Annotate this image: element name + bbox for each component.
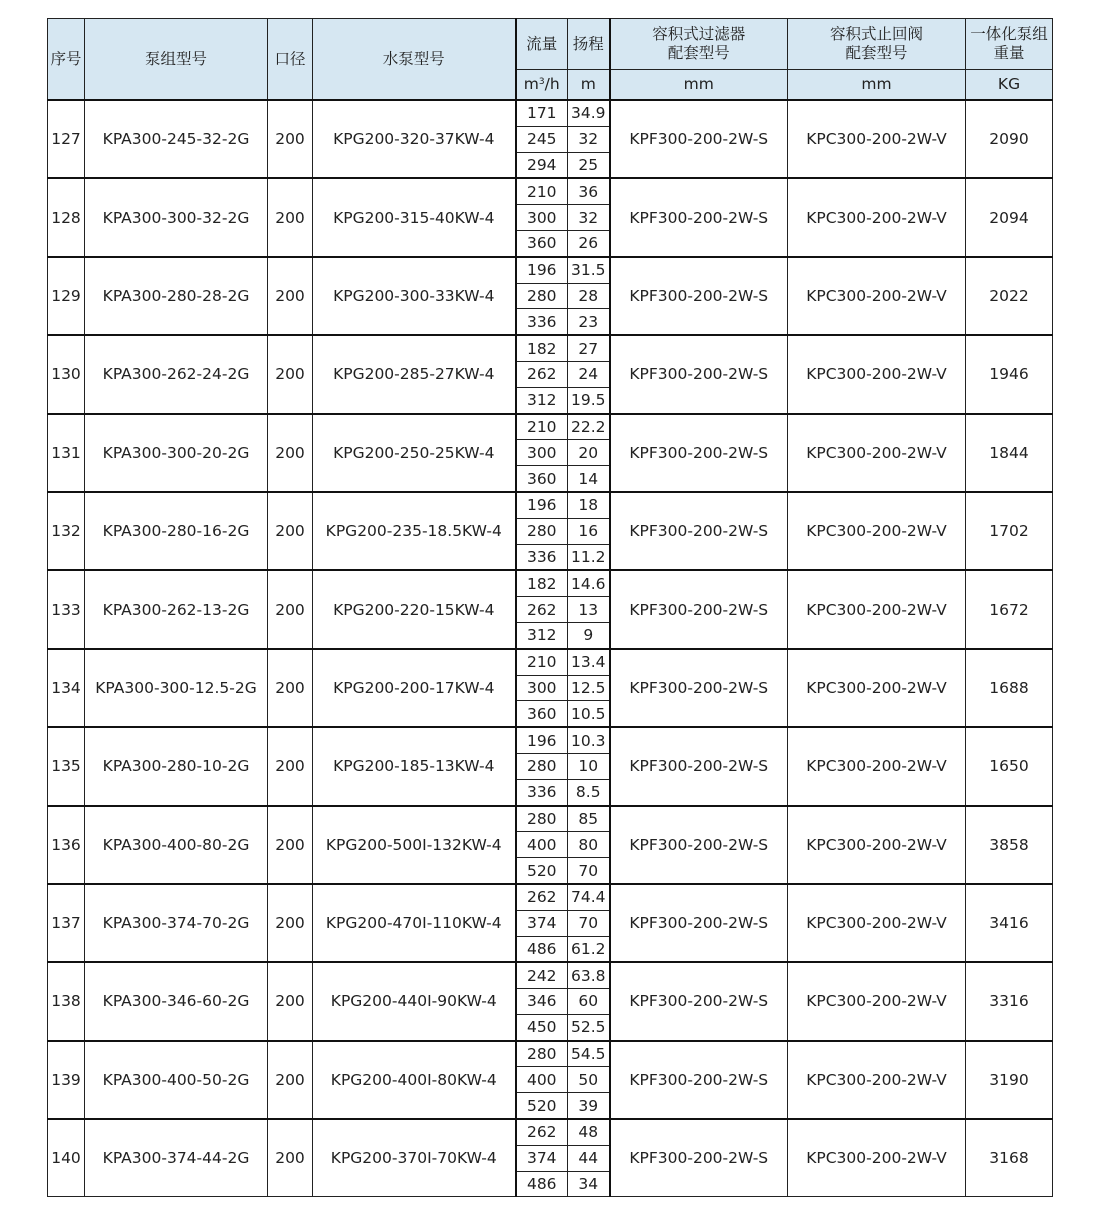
cell-seq: 132 (48, 492, 85, 570)
cell-head: 13 (568, 597, 610, 623)
cell-head: 27 (568, 335, 610, 361)
cell-unit-model: KPA300-280-10-2G (85, 727, 268, 805)
header-valve-line2: 配套型号 (845, 44, 908, 62)
cell-valve-model: KPC300-200-2W-V (788, 178, 966, 256)
cell-head: 10.5 (568, 701, 610, 727)
cell-head: 70 (568, 910, 610, 936)
cell-flow: 346 (516, 989, 568, 1015)
cell-head: 22.2 (568, 414, 610, 440)
table-row (48, 492, 1053, 518)
cell-weight: 2022 (966, 257, 1053, 335)
cell-caliber: 200 (268, 414, 313, 492)
cell-head: 31.5 (568, 257, 610, 283)
cell-head: 52.5 (568, 1014, 610, 1040)
table-row (48, 335, 1053, 361)
cell-seq: 133 (48, 570, 85, 648)
table-row (48, 1041, 1053, 1067)
header-unit-model: 泵组型号 (85, 19, 268, 101)
cell-head: 18 (568, 492, 610, 518)
cell-flow: 182 (516, 570, 568, 596)
cell-seq: 134 (48, 649, 85, 727)
cell-flow: 374 (516, 910, 568, 936)
cell-filter-model: KPF300-200-2W-S (610, 570, 788, 648)
cell-weight: 2094 (966, 178, 1053, 256)
cell-valve-model: KPC300-200-2W-V (788, 570, 966, 648)
cell-head: 23 (568, 309, 610, 335)
cell-flow: 486 (516, 1171, 568, 1197)
cell-head: 19.5 (568, 387, 610, 413)
cell-head: 12.5 (568, 675, 610, 701)
cell-valve-model: KPC300-200-2W-V (788, 1041, 966, 1119)
cell-weight: 3168 (966, 1119, 1053, 1197)
table-row (48, 178, 1053, 204)
cell-weight: 3316 (966, 962, 1053, 1040)
cell-filter-model: KPF300-200-2W-S (610, 414, 788, 492)
cell-caliber: 200 (268, 962, 313, 1040)
cell-unit-model: KPA300-245-32-2G (85, 100, 268, 178)
cell-head: 14 (568, 466, 610, 492)
table-header (48, 19, 1053, 101)
cell-head: 60 (568, 989, 610, 1015)
cell-head: 63.8 (568, 962, 610, 988)
cell-valve-model: KPC300-200-2W-V (788, 492, 966, 570)
cell-head: 9 (568, 622, 610, 648)
cell-flow: 312 (516, 622, 568, 648)
cell-head: 8.5 (568, 779, 610, 805)
cell-head: 61.2 (568, 936, 610, 962)
cell-filter-model: KPF300-200-2W-S (610, 649, 788, 727)
header-pump-model: 水泵型号 (313, 19, 516, 101)
table-row (48, 1119, 1053, 1145)
cell-flow: 196 (516, 257, 568, 283)
cell-filter-model: KPF300-200-2W-S (610, 178, 788, 256)
cell-pump-model: KPG200-440I-90KW-4 (313, 962, 516, 1040)
table-row (48, 962, 1053, 988)
cell-valve-model: KPC300-200-2W-V (788, 884, 966, 962)
cell-flow: 245 (516, 126, 568, 152)
cell-filter-model: KPF300-200-2W-S (610, 806, 788, 884)
cell-seq: 131 (48, 414, 85, 492)
cell-seq: 129 (48, 257, 85, 335)
cell-unit-model: KPA300-400-80-2G (85, 806, 268, 884)
cell-caliber: 200 (268, 570, 313, 648)
cell-flow: 300 (516, 675, 568, 701)
cell-seq: 127 (48, 100, 85, 178)
cell-filter-model: KPF300-200-2W-S (610, 492, 788, 570)
cell-flow: 360 (516, 230, 568, 256)
cell-flow: 336 (516, 544, 568, 570)
cell-head: 10 (568, 753, 610, 779)
cell-pump-model: KPG200-285-27KW-4 (313, 335, 516, 413)
cell-weight: 1650 (966, 727, 1053, 805)
cell-head: 85 (568, 806, 610, 832)
cell-valve-model: KPC300-200-2W-V (788, 414, 966, 492)
table-row (48, 414, 1053, 440)
cell-flow: 300 (516, 205, 568, 231)
cell-weight: 3858 (966, 806, 1053, 884)
cell-valve-model: KPC300-200-2W-V (788, 649, 966, 727)
header-filter-unit: mm (610, 70, 788, 101)
cell-head: 44 (568, 1145, 610, 1171)
header-valve-line1: 容积式止回阀 (829, 25, 923, 43)
cell-flow: 486 (516, 936, 568, 962)
cell-head: 14.6 (568, 570, 610, 596)
flow-unit-base: m (523, 75, 539, 93)
cell-flow: 294 (516, 152, 568, 178)
cell-head: 32 (568, 126, 610, 152)
cell-caliber: 200 (268, 335, 313, 413)
cell-head: 26 (568, 230, 610, 256)
cell-unit-model: KPA300-300-32-2G (85, 178, 268, 256)
cell-pump-model: KPG200-300-33KW-4 (313, 257, 516, 335)
table-row (48, 806, 1053, 832)
cell-flow: 210 (516, 649, 568, 675)
cell-flow: 280 (516, 806, 568, 832)
cell-head: 25 (568, 152, 610, 178)
cell-head: 50 (568, 1067, 610, 1093)
table-row (48, 570, 1053, 596)
cell-head: 80 (568, 832, 610, 858)
cell-valve-model: KPC300-200-2W-V (788, 1119, 966, 1197)
cell-flow: 312 (516, 387, 568, 413)
cell-flow: 520 (516, 858, 568, 884)
cell-flow: 520 (516, 1093, 568, 1119)
cell-caliber: 200 (268, 1041, 313, 1119)
cell-seq: 136 (48, 806, 85, 884)
cell-head: 36 (568, 178, 610, 204)
cell-weight: 1688 (966, 649, 1053, 727)
cell-filter-model: KPF300-200-2W-S (610, 100, 788, 178)
cell-pump-model: KPG200-200-17KW-4 (313, 649, 516, 727)
cell-valve-model: KPC300-200-2W-V (788, 257, 966, 335)
pump-spec-table (47, 18, 1053, 1197)
cell-flow: 400 (516, 832, 568, 858)
cell-weight: 1946 (966, 335, 1053, 413)
cell-head: 74.4 (568, 884, 610, 910)
cell-pump-model: KPG200-470I-110KW-4 (313, 884, 516, 962)
cell-caliber: 200 (268, 100, 313, 178)
cell-flow: 280 (516, 518, 568, 544)
cell-caliber: 200 (268, 178, 313, 256)
header-caliber: 口径 (268, 19, 313, 101)
cell-pump-model: KPG200-315-40KW-4 (313, 178, 516, 256)
table-row (48, 649, 1053, 675)
cell-flow: 210 (516, 178, 568, 204)
header-valve (788, 19, 966, 70)
cell-caliber: 200 (268, 649, 313, 727)
header-head-unit: m (568, 70, 610, 101)
cell-pump-model: KPG200-235-18.5KW-4 (313, 492, 516, 570)
cell-head: 39 (568, 1093, 610, 1119)
cell-head: 32 (568, 205, 610, 231)
cell-unit-model: KPA300-300-12.5-2G (85, 649, 268, 727)
flow-unit-tail: /h (544, 75, 560, 93)
cell-unit-model: KPA300-346-60-2G (85, 962, 268, 1040)
cell-unit-model: KPA300-262-24-2G (85, 335, 268, 413)
cell-weight: 3190 (966, 1041, 1053, 1119)
cell-unit-model: KPA300-280-16-2G (85, 492, 268, 570)
cell-head: 34.9 (568, 100, 610, 126)
cell-valve-model: KPC300-200-2W-V (788, 335, 966, 413)
cell-weight: 1672 (966, 570, 1053, 648)
header-filter-line2: 配套型号 (667, 44, 730, 62)
cell-seq: 137 (48, 884, 85, 962)
cell-seq: 139 (48, 1041, 85, 1119)
header-flow-unit (516, 70, 568, 101)
cell-valve-model: KPC300-200-2W-V (788, 727, 966, 805)
cell-filter-model: KPF300-200-2W-S (610, 257, 788, 335)
table-row (48, 727, 1053, 753)
cell-filter-model: KPF300-200-2W-S (610, 884, 788, 962)
cell-weight: 1844 (966, 414, 1053, 492)
cell-flow: 400 (516, 1067, 568, 1093)
cell-seq: 130 (48, 335, 85, 413)
cell-seq: 135 (48, 727, 85, 805)
cell-flow: 262 (516, 361, 568, 387)
cell-pump-model: KPG200-370I-70KW-4 (313, 1119, 516, 1197)
cell-head: 10.3 (568, 727, 610, 753)
cell-seq: 128 (48, 178, 85, 256)
cell-flow: 300 (516, 440, 568, 466)
cell-pump-model: KPG200-250-25KW-4 (313, 414, 516, 492)
header-filter (610, 19, 788, 70)
table-row (48, 100, 1053, 126)
header-valve-unit: mm (788, 70, 966, 101)
cell-pump-model: KPG200-185-13KW-4 (313, 727, 516, 805)
cell-head: 54.5 (568, 1041, 610, 1067)
cell-flow: 262 (516, 1119, 568, 1145)
cell-filter-model: KPF300-200-2W-S (610, 1119, 788, 1197)
cell-head: 48 (568, 1119, 610, 1145)
cell-flow: 374 (516, 1145, 568, 1171)
cell-filter-model: KPF300-200-2W-S (610, 962, 788, 1040)
cell-unit-model: KPA300-262-13-2G (85, 570, 268, 648)
cell-head: 34 (568, 1171, 610, 1197)
header-weight: 一体化泵组重量 (966, 19, 1053, 70)
cell-caliber: 200 (268, 727, 313, 805)
cell-unit-model: KPA300-374-44-2G (85, 1119, 268, 1197)
cell-head: 28 (568, 283, 610, 309)
cell-flow: 196 (516, 727, 568, 753)
cell-flow: 196 (516, 492, 568, 518)
cell-flow: 262 (516, 884, 568, 910)
cell-flow: 171 (516, 100, 568, 126)
cell-caliber: 200 (268, 257, 313, 335)
table-row (48, 257, 1053, 283)
cell-flow: 280 (516, 283, 568, 309)
header-filter-line1: 容积式过滤器 (652, 25, 746, 43)
cell-flow: 336 (516, 309, 568, 335)
cell-flow: 450 (516, 1014, 568, 1040)
cell-weight: 3416 (966, 884, 1053, 962)
cell-flow: 360 (516, 466, 568, 492)
cell-flow: 242 (516, 962, 568, 988)
cell-head: 20 (568, 440, 610, 466)
cell-seq: 140 (48, 1119, 85, 1197)
cell-weight: 1702 (966, 492, 1053, 570)
header-head: 扬程 (568, 19, 610, 70)
cell-caliber: 200 (268, 884, 313, 962)
cell-caliber: 200 (268, 492, 313, 570)
cell-filter-model: KPF300-200-2W-S (610, 727, 788, 805)
cell-flow: 360 (516, 701, 568, 727)
cell-valve-model: KPC300-200-2W-V (788, 962, 966, 1040)
cell-pump-model: KPG200-320-37KW-4 (313, 100, 516, 178)
flow-unit-sup: 3 (538, 77, 545, 87)
table-row (48, 884, 1053, 910)
header-flow: 流量 (516, 19, 568, 70)
cell-valve-model: KPC300-200-2W-V (788, 100, 966, 178)
cell-valve-model: KPC300-200-2W-V (788, 806, 966, 884)
header-weight-unit: KG (966, 70, 1053, 101)
cell-unit-model: KPA300-374-70-2G (85, 884, 268, 962)
cell-unit-model: KPA300-300-20-2G (85, 414, 268, 492)
cell-caliber: 200 (268, 806, 313, 884)
cell-head: 24 (568, 361, 610, 387)
cell-pump-model: KPG200-500I-132KW-4 (313, 806, 516, 884)
cell-seq: 138 (48, 962, 85, 1040)
cell-pump-model: KPG200-400I-80KW-4 (313, 1041, 516, 1119)
cell-head: 11.2 (568, 544, 610, 570)
cell-filter-model: KPF300-200-2W-S (610, 1041, 788, 1119)
cell-flow: 210 (516, 414, 568, 440)
table-body (48, 100, 1053, 1197)
cell-flow: 280 (516, 1041, 568, 1067)
cell-head: 13.4 (568, 649, 610, 675)
cell-weight: 2090 (966, 100, 1053, 178)
cell-flow: 182 (516, 335, 568, 361)
cell-flow: 280 (516, 753, 568, 779)
header-seq: 序号 (48, 19, 85, 101)
cell-head: 70 (568, 858, 610, 884)
cell-head: 16 (568, 518, 610, 544)
cell-flow: 336 (516, 779, 568, 805)
cell-flow: 262 (516, 597, 568, 623)
cell-filter-model: KPF300-200-2W-S (610, 335, 788, 413)
cell-unit-model: KPA300-400-50-2G (85, 1041, 268, 1119)
cell-unit-model: KPA300-280-28-2G (85, 257, 268, 335)
cell-caliber: 200 (268, 1119, 313, 1197)
cell-pump-model: KPG200-220-15KW-4 (313, 570, 516, 648)
